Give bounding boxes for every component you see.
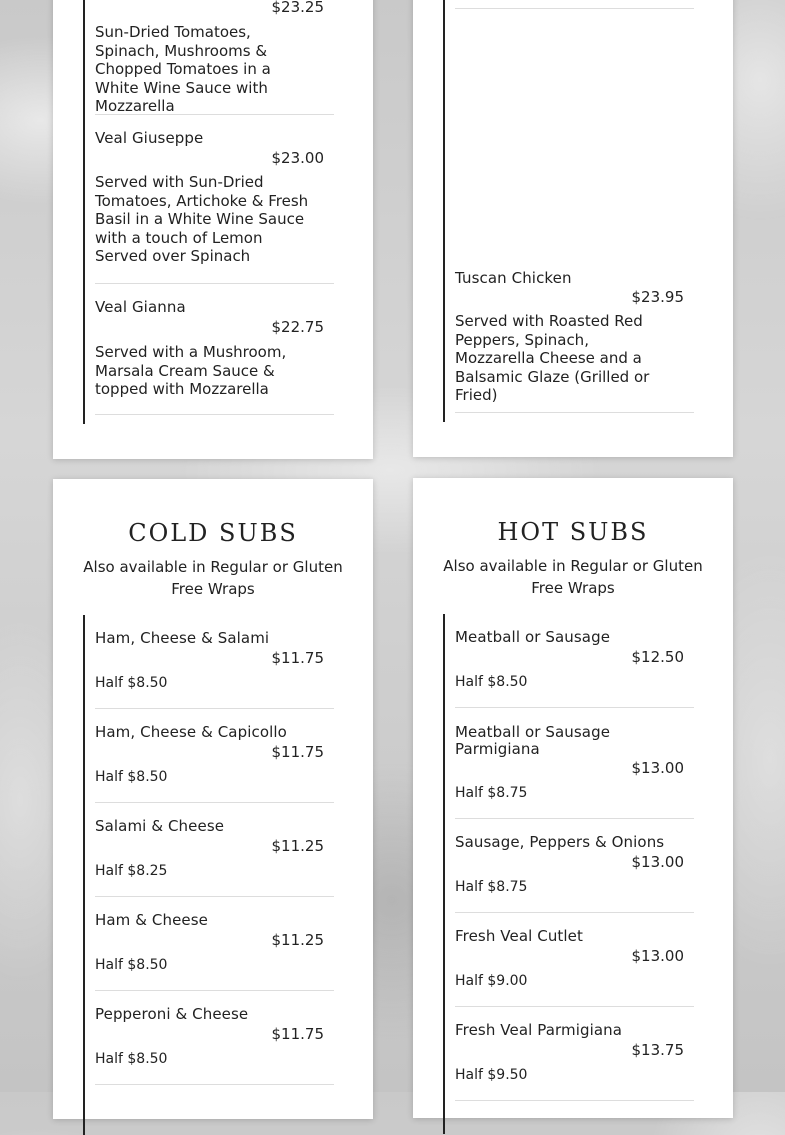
hot-subs-card	[413, 478, 733, 1118]
half-price: Half $9.00	[455, 973, 528, 989]
menu-item-price: $22.75	[271, 318, 324, 336]
menu-item-price: $12.50	[631, 648, 684, 666]
half-price: Half $8.25	[95, 863, 168, 879]
menu-item-name: Meatball or Sausage Parmigiana	[455, 723, 611, 758]
half-price: Half $8.75	[455, 785, 528, 801]
cold-subs-card	[53, 479, 373, 1119]
menu-item-name: Ham, Cheese & Salami	[95, 629, 270, 647]
menu-item	[455, 708, 694, 819]
section-title: HOT SUBS	[497, 518, 649, 546]
menu-item-price: $13.00	[631, 947, 684, 965]
menu-item	[95, 0, 334, 115]
menu-item-name: Veal Giuseppe	[95, 129, 204, 147]
menu-item	[95, 803, 334, 897]
menu-item-name: Sausage, Peppers & Onions	[455, 833, 665, 851]
menu-item-price: $23.95	[631, 288, 684, 306]
menu-item-name: Tuscan Chicken	[455, 269, 572, 287]
menu-item-price: $23.25	[271, 0, 324, 16]
half-price: Half $8.50	[455, 674, 528, 690]
menu-item-price: $13.00	[631, 759, 684, 777]
menu-item	[95, 709, 334, 803]
section-subtitle: Also available in Regular or Gluten Free Wraps	[443, 557, 703, 597]
menu-item-price: $13.75	[631, 1041, 684, 1059]
half-price: Half $8.50	[95, 957, 168, 973]
half-price: Half $9.50	[455, 1067, 528, 1083]
menu-item-description: Served with Roasted Red Peppers, Spinach, Mozzarella Cheese and a Balsamic Glaze (Grilled or Fried)	[455, 312, 650, 404]
menu-item	[95, 615, 334, 709]
section-subtitle: Also available in Regular or Gluten Free Wraps	[83, 558, 343, 598]
menu-item-name: Ham & Cheese	[95, 911, 208, 929]
menu-item-price: $11.25	[271, 837, 324, 855]
menu-item	[455, 819, 694, 913]
menu-item-name: Ham, Cheese & Capicollo	[95, 723, 287, 741]
half-price: Half $8.50	[95, 1051, 168, 1067]
menu-item-price: $11.75	[271, 649, 324, 667]
menu-item-price: $11.75	[271, 1025, 324, 1043]
menu-item-description: Served with Sun-Dried Tomatoes, Artichoke & Fresh Basil in a White Wine Sauce with a touch of Lemon Served over Spinach	[95, 173, 309, 265]
menu-item-name: Fresh Veal Cutlet	[455, 927, 583, 945]
section-title: COLD SUBS	[128, 519, 298, 547]
menu-item-name: Veal Gianna	[95, 298, 186, 316]
half-price: Half $8.75	[455, 879, 528, 895]
menu-item-name: Salami & Cheese	[95, 817, 225, 835]
menu-item	[455, 913, 694, 1007]
half-price: Half $8.50	[95, 675, 168, 691]
menu-item	[95, 284, 334, 415]
menu-item-name: Fresh Veal Parmigiana	[455, 1021, 623, 1039]
veal-menu-card	[53, 0, 373, 459]
menu-item-price: $23.00	[271, 149, 324, 167]
menu-item	[455, 1007, 694, 1101]
menu-item-list	[443, 614, 694, 1134]
menu-item-name: Meatball or Sausage	[455, 628, 611, 646]
menu-item-divider	[455, 0, 694, 9]
chicken-menu-card	[413, 0, 733, 457]
menu-item-list	[83, 615, 334, 1135]
menu-item	[95, 991, 334, 1085]
menu-item	[95, 897, 334, 991]
menu-item-description: Served with a Mushroom, Marsala Cream Sauce & topped with Mozzarella	[95, 343, 287, 398]
menu-item	[95, 115, 334, 284]
menu-item	[455, 614, 694, 708]
half-price: Half $8.50	[95, 769, 168, 785]
menu-item-list	[83, 0, 334, 424]
menu-item	[455, 9, 694, 413]
menu-item-price: $11.75	[271, 743, 324, 761]
menu-item-description: Sun-Dried Tomatoes, Spinach, Mushrooms & Chopped Tomatoes in a White Wine Sauce with Mozzarella	[95, 23, 271, 115]
menu-item-name: Pepperoni & Cheese	[95, 1005, 249, 1023]
menu-item-list	[443, 0, 694, 422]
menu-item-price: $13.00	[631, 853, 684, 871]
menu-item-price: $11.25	[271, 931, 324, 949]
